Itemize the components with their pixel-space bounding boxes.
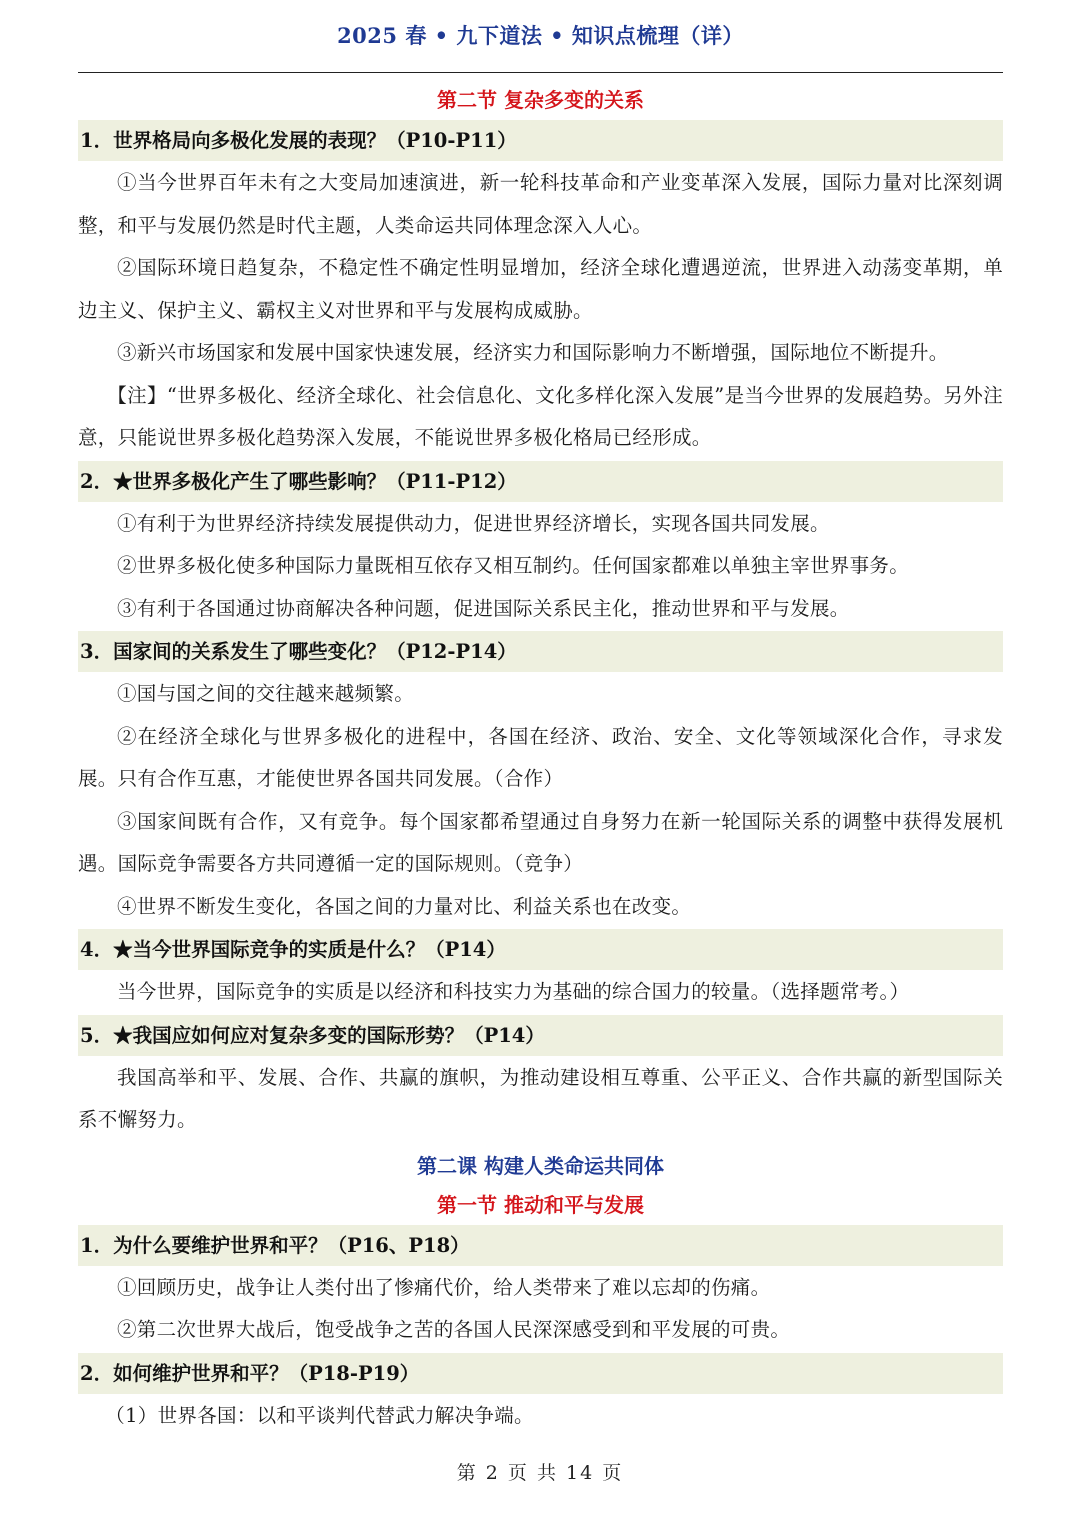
answer-paragraph: ③有利于各国通过协商解决各种问题，促进国际关系民主化，推动世界和平与发展。 <box>117 596 850 620</box>
answer-paragraph: （1）世界各国：以和平谈判代替武力解决争端。 <box>105 1403 534 1427</box>
answer-paragraph: ②第二次世界大战后，饱受战争之苦的各国人民深深感受到和平发展的可贵。 <box>117 1318 791 1341</box>
answer-paragraph: ①国与国之间的交往越来越频繁。 <box>117 682 415 705</box>
answer-paragraph: ③新兴市场国家和发展中国家快速发展，经济实力和国际影响力不断增强，国际地位不断提升。 <box>117 341 949 364</box>
lesson-title: 第二课 构建人类命运共同体 <box>417 1153 664 1178</box>
answer-paragraph: ④世界不断发生变化，各国之间的力量对比、利益关系也在改变。 <box>117 894 692 918</box>
question-heading: 3．国家间的关系发生了哪些变化？（P12-P14） <box>78 631 1003 672</box>
answer-paragraph: ③国家间既有合作，又有竞争。每个国家都希望通过自身努力在新一轮国际关系的调整中获得发展机遇。国际竞争需要各方共同遵循一定的国际规则。（竞争） <box>78 809 1003 875</box>
answer-paragraph: 我国高举和平、发展、合作、共赢的旗帜，为推动建设相互尊重、公平正义、合作共赢的新型国际关系不懈努力。 <box>78 1065 1003 1131</box>
question-heading: 1．为什么要维护世界和平？（P16、P18） <box>78 1225 1003 1266</box>
section-title: 第二节 复杂多变的关系 <box>437 88 644 112</box>
answer-paragraph: ①当今世界百年未有之大变局加速演进，新一轮科技革命和产业变革深入发展，国际力量对比深刻调整，和平与发展仍然是时代主题，人类命运共同体理念深入人心。 <box>78 171 1003 237</box>
question-heading: 2．★世界多极化产生了哪些影响？（P11-P12） <box>78 461 1003 502</box>
document-page <box>78 0 1003 1437</box>
answer-paragraph: ②世界多极化使多种国际力量既相互依存又相互制约。任何国家都难以单独主宰世界事务。 <box>117 554 910 577</box>
question-heading: 4．★当今世界国际竞争的实质是什么？（P14） <box>78 929 1003 970</box>
page-header-title: 2025 春 • 九下道法 • 知识点梳理（详） <box>337 23 744 48</box>
question-heading: 5．★我国应如何应对复杂多变的国际形势？（P14） <box>78 1015 1003 1056</box>
answer-paragraph: ①有利于为世界经济持续发展提供动力，促进世界经济增长，实现各国共同发展。 <box>117 511 830 535</box>
note-paragraph: 【注】“世界多极化、经济全球化、社会信息化、文化多样化深入发展”是当今世界的发展趋势。另外注意，只能说世界多极化趋势深入发展，不能说世界多极化格局已经形成。 <box>78 383 1003 449</box>
page-footer: 第 2 页 共 14 页 <box>456 1462 624 1484</box>
section-title: 第一节 推动和平与发展 <box>437 1192 644 1217</box>
question-heading: 1．世界格局向多极化发展的表现？（P10-P11） <box>78 120 1003 161</box>
answer-paragraph: ①回顾历史，战争让人类付出了惨痛代价，给人类带来了难以忘却的伤痛。 <box>117 1275 771 1299</box>
header-divider <box>78 72 1003 73</box>
answer-paragraph: ②在经济全球化与世界多极化的进程中，各国在经济、政治、安全、文化等领域深化合作，寻求发展。只有合作互惠，才能使世界各国共同发展。（合作） <box>78 724 1003 790</box>
answer-paragraph: ②国际环境日趋复杂，不稳定性不确定性明显增加，经济全球化遭遇逆流，世界进入动荡变革期，单边主义、保护主义、霸权主义对世界和平与发展构成威胁。 <box>78 256 1003 322</box>
question-heading: 2．如何维护世界和平？（P18-P19） <box>78 1353 1003 1394</box>
answer-paragraph: 当今世界，国际竞争的实质是以经济和科技实力为基础的综合国力的较量。（选择题常考。） <box>117 980 910 1003</box>
